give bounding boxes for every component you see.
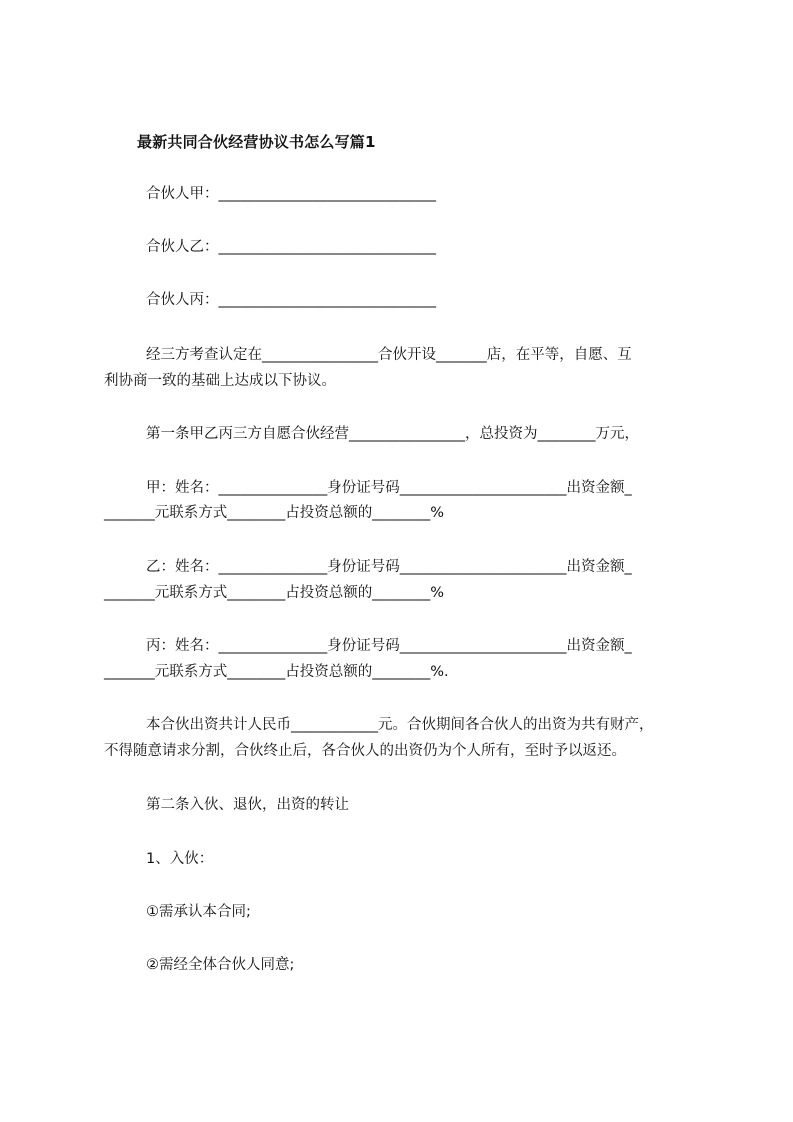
- join-heading: 1、入伙：: [146, 851, 214, 867]
- partner-b-details-line-2: _______元联系方式________占投资总额的________%: [104, 585, 445, 601]
- partner-c-details-line-2: _______元联系方式________占投资总额的________%.: [104, 664, 449, 680]
- partner-c-line: 合伙人丙：______________________________: [146, 292, 436, 308]
- intro-paragraph-line-2: 利协商一致的基础上达成以下协议。: [104, 373, 336, 389]
- join-item-1: ①需承认本合同;: [146, 904, 251, 920]
- partner-b-line: 合伙人乙：______________________________: [146, 239, 436, 255]
- join-item-2: ②需经全体合伙人同意;: [146, 957, 295, 973]
- partner-b-details-line-1: 乙：姓名：_______________身份证号码_______________________出资金额_: [146, 559, 632, 575]
- article-1-line: 第一条甲乙丙三方自愿合伙经营________________，总投资为________万元，: [146, 426, 639, 442]
- article-2-heading: 第二条入伙、退伙，出资的转让: [146, 797, 349, 813]
- partner-a-line: 合伙人甲：______________________________: [146, 186, 436, 202]
- partner-c-details-line-1: 丙：姓名：_______________身份证号码_______________________出资金额_: [146, 638, 632, 654]
- partner-a-details-line-2: _______元联系方式________占投资总额的________%: [104, 505, 445, 521]
- intro-paragraph-line-1: 经三方考查认定在________________合伙开设_______店，在平等，自愿、互: [146, 347, 632, 363]
- capital-paragraph-line-1: 本合伙出资共计人民币____________元。合伙期间各合伙人的出资为共有财产，: [146, 717, 654, 733]
- partner-a-details-line-1: 甲：姓名：_______________身份证号码_______________________出资金额_: [146, 480, 632, 496]
- document-title: 最新共同合伙经营协议书怎么写篇1: [137, 133, 376, 151]
- capital-paragraph-line-2: 不得随意请求分割，合伙终止后，各合伙人的出资仍为个人所有，至时予以返还。: [104, 743, 626, 759]
